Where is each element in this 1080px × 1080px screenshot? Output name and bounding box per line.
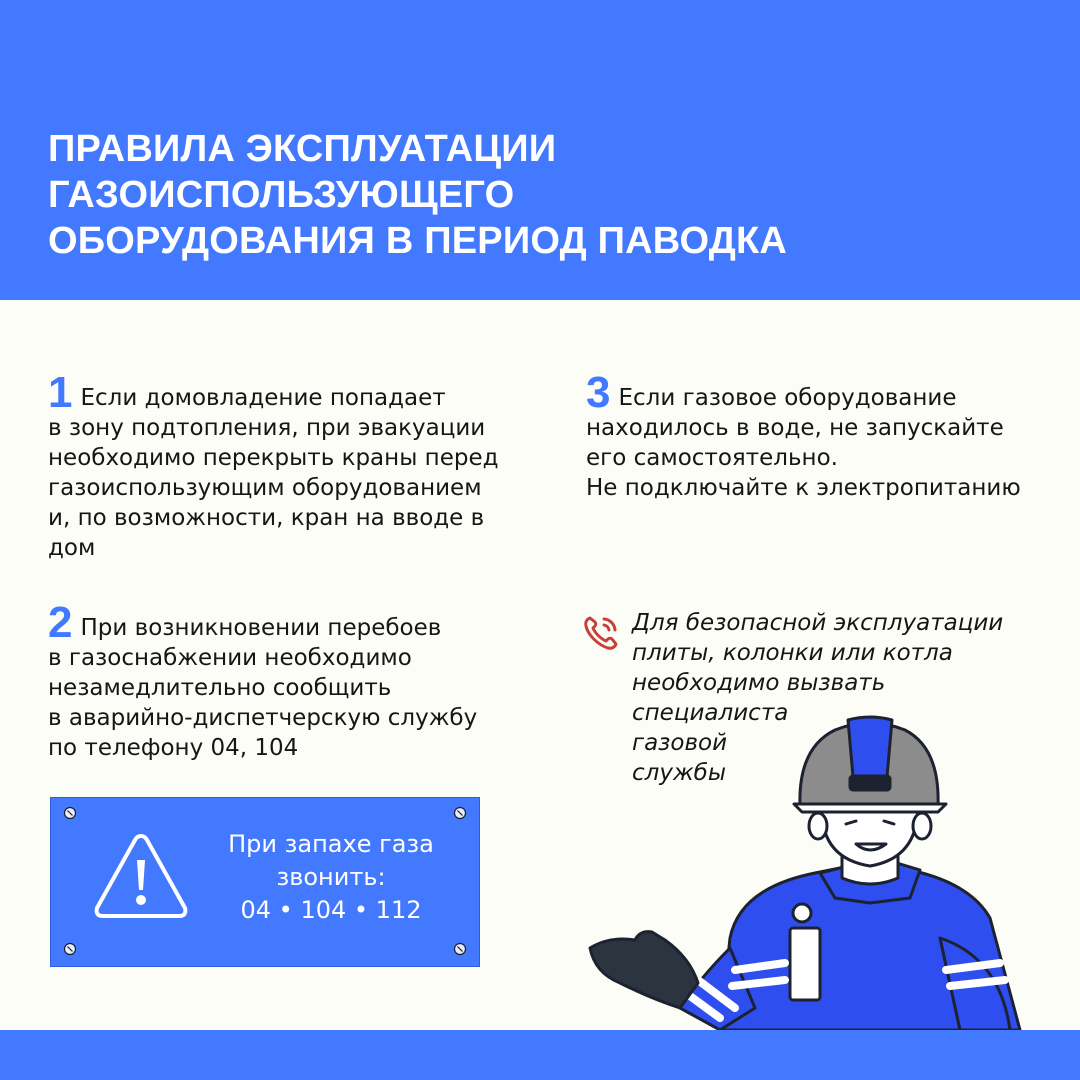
- rule-text: дом: [48, 535, 96, 561]
- rule-text: незамедлительно сообщить: [48, 675, 392, 701]
- sign-text: [201, 828, 461, 927]
- header-banner: [0, 0, 1080, 300]
- rule-number: 3: [586, 368, 611, 417]
- rule-text: Если домовладение попадает: [80, 385, 446, 411]
- rule-line: [586, 368, 1021, 417]
- rule-text: газоиспользующим оборудованием: [48, 475, 482, 501]
- rule-text: в зону подтопления, при эвакуации: [48, 415, 486, 441]
- screw-icon: [453, 806, 467, 820]
- rule-text: Не подключайте к электропитанию: [586, 475, 1021, 501]
- rule-text: При возникновении перебоев: [80, 615, 442, 641]
- phone-icon: [580, 610, 624, 654]
- rule-line: [48, 598, 477, 647]
- title-line: ГАЗОИСПОЛЬЗУЮЩЕГО: [48, 174, 515, 216]
- note-line: службы: [632, 760, 727, 786]
- rule-text: в аварийно-диспетчерскую службу: [48, 705, 478, 731]
- gas-emergency-sign: [50, 797, 480, 967]
- note-line: Для безопасной эксплуатации: [632, 610, 1004, 636]
- warning-icon: [91, 830, 191, 922]
- rule-number: 2: [48, 598, 73, 647]
- screw-icon: [63, 942, 77, 956]
- sign-phones: 04 • 104 • 112: [240, 896, 422, 924]
- page-title: [48, 126, 787, 264]
- note-line: специалиста: [632, 700, 789, 726]
- rule-text: находилось в воде, не запускайте: [586, 415, 1004, 441]
- rule-text: по телефону 04, 104: [48, 735, 299, 761]
- rule-line: [48, 368, 499, 417]
- sign-line: звонить:: [276, 863, 386, 891]
- screw-icon: [63, 806, 77, 820]
- rule-1: [48, 368, 499, 563]
- rule-text: в газоснабжении необходимо: [48, 645, 412, 671]
- rule-text: его самостоятельно.: [586, 445, 838, 471]
- sign-line: При запахе газа: [228, 830, 434, 858]
- note-line: необходимо вызвать: [632, 670, 886, 696]
- rule-text: необходимо перекрыть краны перед: [48, 445, 499, 471]
- rule-3: [586, 368, 1021, 503]
- screw-icon: [453, 942, 467, 956]
- footer-bar: [0, 1030, 1080, 1080]
- service-note: [632, 608, 1003, 788]
- title-line: ПРАВИЛА ЭКСПЛУАТАЦИИ: [48, 128, 557, 170]
- rule-text: и, по возможности, кран на вводе в: [48, 505, 485, 531]
- title-line: ОБОРУДОВАНИЯ В ПЕРИОД ПАВОДКА: [48, 220, 788, 262]
- rule-text: Если газовое оборудование: [618, 385, 957, 411]
- rule-2: [48, 598, 478, 763]
- rule-number: 1: [48, 368, 73, 417]
- note-line: плиты, колонки или котла: [632, 640, 953, 666]
- note-line: газовой: [632, 730, 728, 756]
